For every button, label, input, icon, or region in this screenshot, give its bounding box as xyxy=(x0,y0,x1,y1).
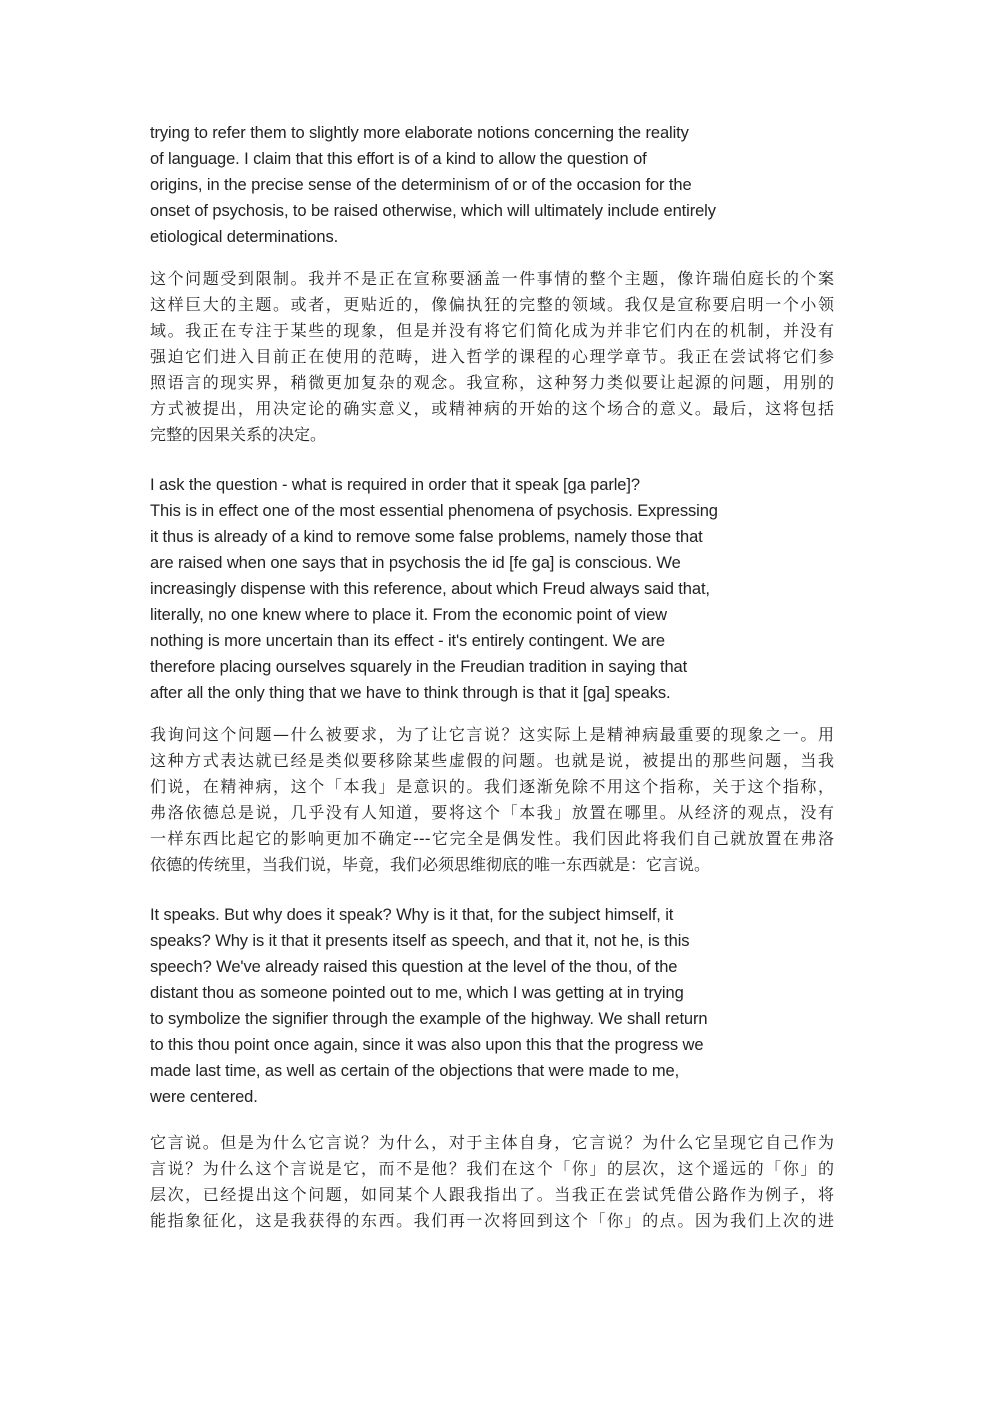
text-line: literally, no one knew where to place it. From the economic point of view xyxy=(150,606,667,624)
text-line: 层次，已经提出这个问题，如同某个人跟我指出了。当我正在尝试凭借公路作为例子，将 xyxy=(150,1185,834,1204)
text-line: It speaks. But why does it speak? Why is it that, for the subject himself, it xyxy=(150,906,674,924)
text-line: 们说，在精神病，这个「本我」是意识的。我们逐渐免除不用这个指称，关于这个指称， xyxy=(150,777,834,796)
text-line: distant thou as someone pointed out to me, which I was getting at in trying xyxy=(150,984,684,1002)
text-line: to symbolize the signifier through the example of the highway. We shall return xyxy=(150,1010,708,1028)
text-line: 一样东西比起它的影响更加不确定---它完全是偶发性。我们因此将我们自己就放置在弗洛 xyxy=(150,829,834,848)
text-line: 弗洛依德总是说，几乎没有人知道，要将这个「本我」放置在哪里。从经济的观点，没有 xyxy=(150,803,834,822)
text-line: made last time, as well as certain of the objections that were made to me, xyxy=(150,1062,680,1080)
text-line: speaks? Why is it that it presents itself as speech, and that it, not he, is this xyxy=(150,932,690,950)
text-line: 这种方式表达就已经是类似要移除某些虚假的问题。也就是说，被提出的那些问题，当我 xyxy=(150,751,834,770)
text-line: it thus is already of a kind to remove some false problems, namely those that xyxy=(150,528,703,546)
text-line: 照语言的现实界，稍微更加复杂的观念。我宣称，这种努力类似要让起源的问题，用别的 xyxy=(150,373,834,392)
paragraph-chinese-2 xyxy=(150,722,834,878)
text-line: 依德的传统里，当我们说，毕竟，我们必须思维彻底的唯一东西就是：它言说。 xyxy=(150,855,711,874)
text-line: of language. I claim that this effort is of a kind to allow the question of xyxy=(150,150,647,168)
text-line: 能指象征化，这是我获得的东西。我们再一次将回到这个「你」的点。因为我们上次的进 xyxy=(150,1211,834,1230)
text-line: 方式被提出，用决定论的确实意义，或精神病的开始的这个场合的意义。最后，这将包括 xyxy=(150,399,834,418)
paragraph-english-2 xyxy=(150,472,850,706)
paragraph-english-1 xyxy=(150,120,850,250)
text-line: nothing is more uncertain than its effect - it's entirely contingent. We are xyxy=(150,632,665,650)
document-page xyxy=(150,120,850,1234)
text-line: etiological determinations. xyxy=(150,228,339,246)
paragraph-chinese-3 xyxy=(150,1130,834,1234)
text-line: origins, in the precise sense of the determinism of or of the occasion for the xyxy=(150,176,692,194)
text-line: onset of psychosis, to be raised otherwise, which will ultimately include entirely xyxy=(150,202,716,220)
text-line: This is in effect one of the most essential phenomena of psychosis. Expressing xyxy=(150,502,718,520)
text-line: after all the only thing that we have to think through is that it [ga] speaks. xyxy=(150,684,671,702)
text-line: are raised when one says that in psychosis the id [fe ga] is conscious. We xyxy=(150,554,681,572)
text-line: to this thou point once again, since it was also upon this that the progress we xyxy=(150,1036,704,1054)
text-line: 言说？为什么这个言说是它，而不是他？我们在这个「你」的层次，这个遥远的「你」的 xyxy=(150,1159,834,1178)
text-line: 它言说。但是为什么它言说？为什么，对于主体自身，它言说？为什么它呈现它自己作为 xyxy=(150,1133,834,1152)
text-line: 域。我正在专注于某些的现象，但是并没有将它们简化成为并非它们内在的机制，并没有 xyxy=(150,321,834,340)
text-line: therefore placing ourselves squarely in the Freudian tradition in saying that xyxy=(150,658,688,676)
text-line: 这样巨大的主题。或者，更贴近的，像偏执狂的完整的领域。我仅是宣称要启明一个小领 xyxy=(150,295,834,314)
paragraph-chinese-1 xyxy=(150,266,834,448)
text-line: 完整的因果关系的决定。 xyxy=(150,425,327,444)
text-line: were centered. xyxy=(150,1088,258,1106)
text-line: 强迫它们进入目前正在使用的范畴，进入哲学的课程的心理学章节。我正在尝试将它们参 xyxy=(150,347,834,366)
text-line: increasingly dispense with this reference, about which Freud always said that, xyxy=(150,580,710,598)
paragraph-english-3 xyxy=(150,902,850,1110)
text-line: 我询问这个问题—什么被要求，为了让它言说？这实际上是精神病最重要的现象之一。用 xyxy=(150,725,834,744)
text-line: speech? We've already raised this question at the level of the thou, of the xyxy=(150,958,678,976)
text-line: I ask the question - what is required in order that it speak [ga parle]? xyxy=(150,476,640,494)
text-line: 这个问题受到限制。我并不是正在宣称要涵盖一件事情的整个主题，像许瑞伯庭长的个案 xyxy=(150,269,834,288)
text-line: trying to refer them to slightly more elaborate notions concerning the reality xyxy=(150,124,689,142)
